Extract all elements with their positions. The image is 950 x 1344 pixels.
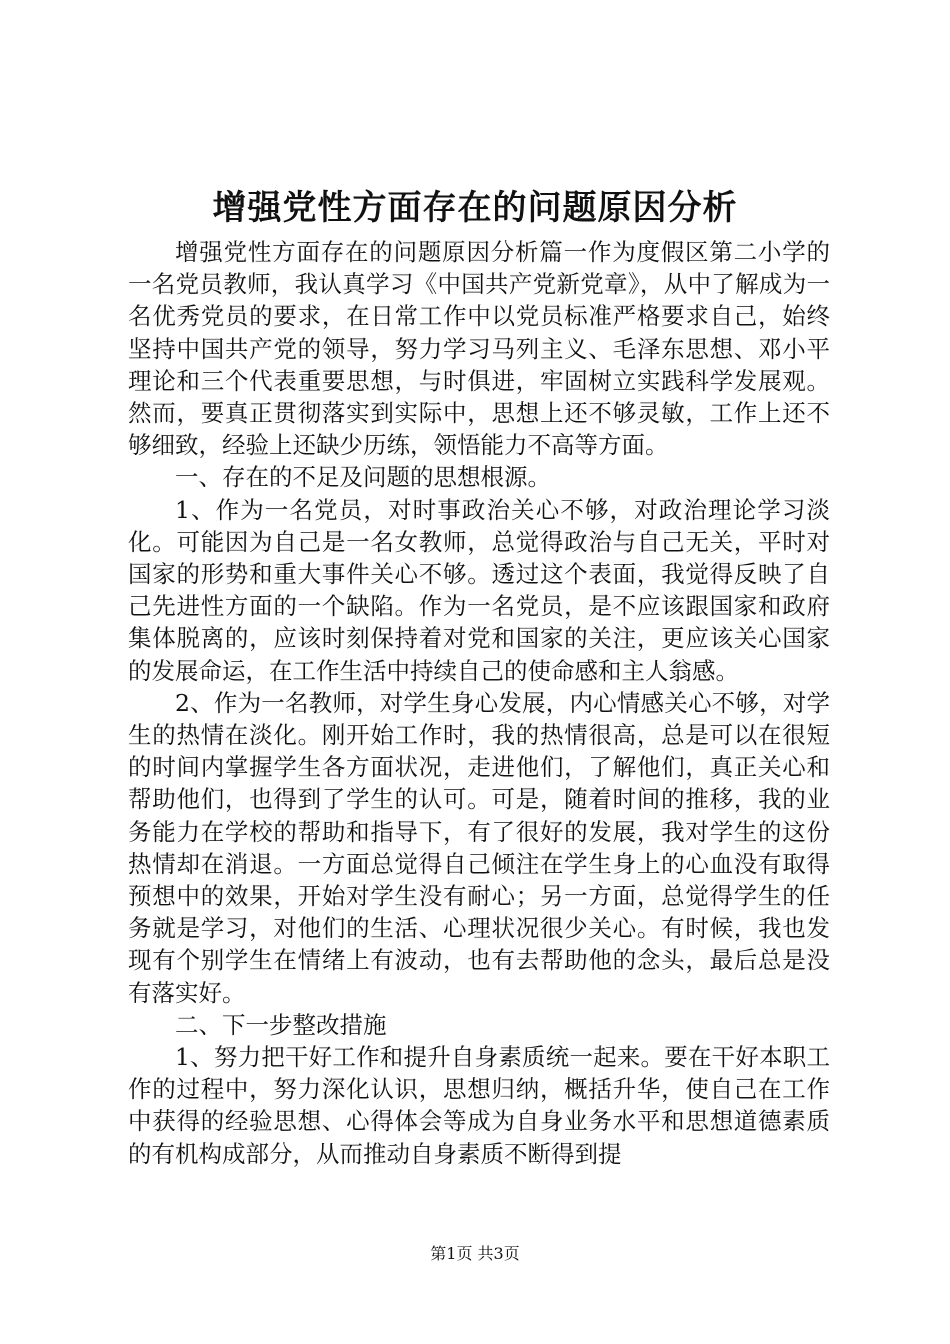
paragraph-point-1-1: 1、作为一名党员，对时事政治关心不够，对政治理论学习淡化。可能因为自己是一名女教师，总觉得政治与自己无关，平时对国家的形势和重大事件关心不够。透过这个表面，我觉得反映了自己先进性方面的一个缺陷。作为一名党员，是不应该跟国家和政府集体脱离的，应该时刻保持着对党和国家的关注，更应该关心国家的发展命运，在工作生活中持续自己的使命感和主人翁感。 xyxy=(128,495,830,685)
page-footer: 第1页 共3页 xyxy=(430,1244,520,1263)
paragraph-point-1-2: 2、作为一名教师，对学生身心发展，内心情感关心不够，对学生的热情在淡化。刚开始工作时，我的热情很高，总是可以在很短的时间内掌握学生各方面状况，走进他们，了解他们，真正关心和帮助他们，也得到了学生的认可。可是，随着时间的推移，我的业务能力在学校的帮助和指导下，有了很好的发展，我对学生的这份热情却在消退。一方面总觉得自己倾注在学生身上的心血没有取得预想中的效果，开始对学生没有耐心；另一方面，总觉得学生的任务就是学习，对他们的生活、心理状况很少关心。有时候，我也发现有个别学生在情绪上有波动，也有去帮助他的念头，最后总是没有落实好。 xyxy=(128,688,830,1007)
document-title: 增强党性方面存在的问题原因分析 xyxy=(212,188,738,228)
section-heading-2: 二、下一步整改措施 xyxy=(175,1010,387,1039)
paragraph-intro: 增强党性方面存在的问题原因分析篇一作为度假区第二小学的一名党员教师，我认真学习《中国共产党新党章》，从中了解成为一名优秀党员的要求，在日常工作中以党员标准严格要求自己，始终坚持中国共产党的领导，努力学习马列主义、毛泽东思想、邓小平理论和三个代表重要思想，与时俱进，牢固树立实践科学发展观。然而，要真正贯彻落实到实际中，思想上还不够灵敏，工作上还不够细致，经验上还缺少历练，领悟能力不高等方面。 xyxy=(128,238,830,460)
section-heading-1: 一、存在的不足及问题的思想根源。 xyxy=(175,463,551,492)
paragraph-point-2-1: 1、努力把干好工作和提升自身素质统一起来。要在干好本职工作的过程中，努力深化认识，思想归纳，概括升华，使自己在工作中获得的经验思想、心得体会等成为自身业务水平和思想道德素质的有机构成部分，从而推动自身素质不断得到提 xyxy=(128,1043,830,1168)
document-body xyxy=(128,236,830,1170)
